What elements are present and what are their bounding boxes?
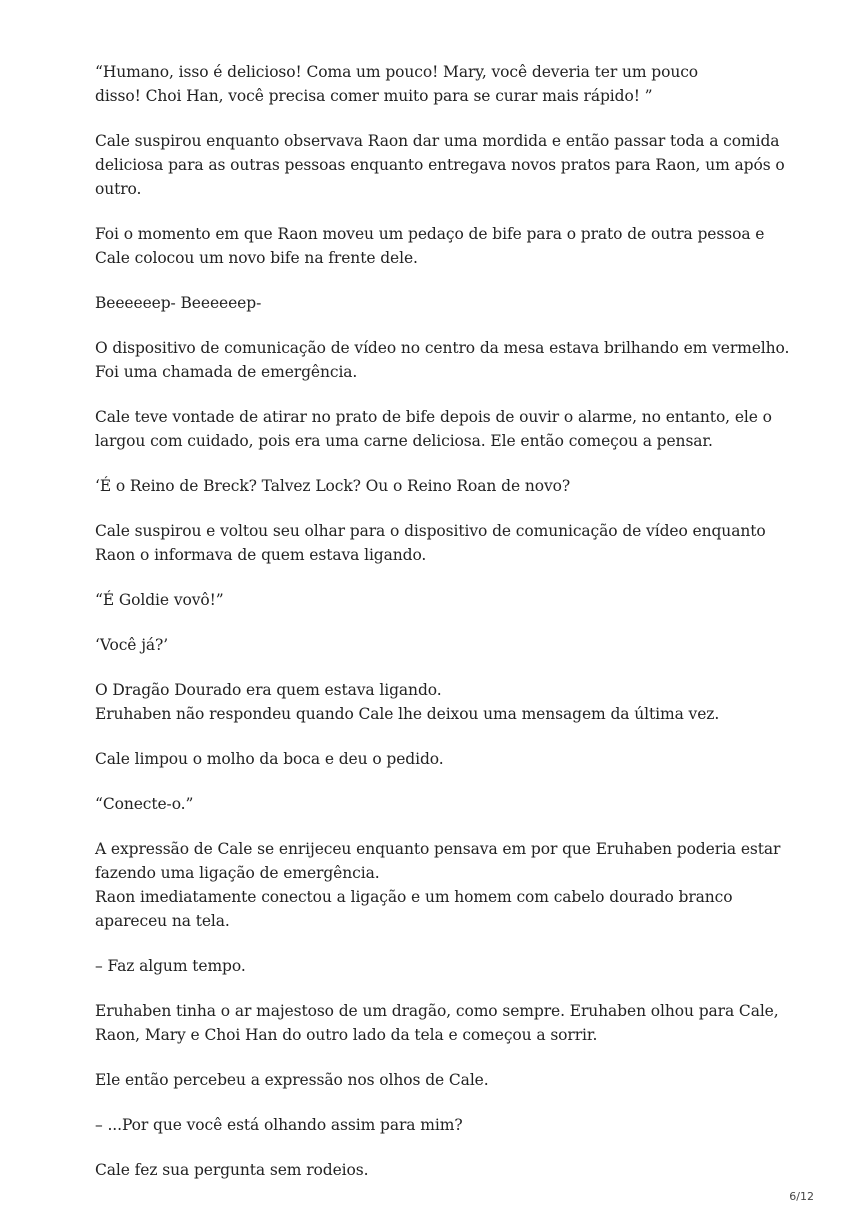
paragraph [95, 336, 795, 384]
paragraph [95, 1158, 795, 1182]
text-line: ‘Você já?’ [95, 636, 169, 654]
text-line: Cale suspirou enquanto observava Raon dar uma mordida e então passar toda a comida [95, 132, 780, 150]
text-line: Cale colocou um novo bife na frente dele. [95, 249, 418, 267]
text-line: – Faz algum tempo. [95, 957, 246, 975]
text-line: largou com cuidado, pois era uma carne deliciosa. Ele então começou a pensar. [95, 432, 713, 450]
text-line: “Conecte-o.” [95, 795, 194, 813]
text-line: Ele então percebeu a expressão nos olhos de Cale. [95, 1071, 489, 1089]
text-line: ‘É o Reino de Breck? Talvez Lock? Ou o Reino Roan de novo? [95, 477, 571, 495]
text-line: O Dragão Dourado era quem estava ligando. [95, 681, 442, 699]
text-line: – ...Por que você está olhando assim para mim? [95, 1116, 463, 1134]
paragraph [95, 837, 795, 933]
paragraph [95, 678, 795, 726]
text-line: “É Goldie vovô!” [95, 591, 224, 609]
text-line: apareceu na tela. [95, 912, 230, 930]
paragraph [95, 633, 795, 657]
paragraph [95, 405, 795, 453]
text-line: disso! Choi Han, você precisa comer muito para se curar mais rápido! ” [95, 87, 653, 105]
text-line: Cale teve vontade de atirar no prato de bife depois de ouvir o alarme, no entanto, ele o [95, 408, 772, 426]
text-line: A expressão de Cale se enrijeceu enquanto pensava em por que Eruhaben poderia estar [95, 840, 781, 858]
text-line: Eruhaben não respondeu quando Cale lhe deixou uma mensagem da última vez. [95, 705, 720, 723]
text-line: Raon imediatamente conectou a ligação e um homem com cabelo dourado branco [95, 888, 733, 906]
paragraph [95, 999, 795, 1047]
text-line: Cale limpou o molho da boca e deu o pedido. [95, 750, 444, 768]
text-line: Foi o momento em que Raon moveu um pedaço de bife para o prato de outra pessoa e [95, 225, 765, 243]
text-line: fazendo uma ligação de emergência. [95, 864, 380, 882]
paragraph [95, 747, 795, 771]
text-line: O dispositivo de comunicação de vídeo no centro da mesa estava brilhando em vermelho. [95, 339, 790, 357]
text-line: Eruhaben tinha o ar majestoso de um dragão, como sempre. Eruhaben olhou para Cale, [95, 1002, 779, 1020]
paragraph [95, 588, 795, 612]
text-line: “Humano, isso é delicioso! Coma um pouco! Mary, você deveria ter um pouco [95, 63, 699, 81]
paragraph [95, 222, 795, 270]
paragraph [95, 129, 795, 201]
paragraph [95, 1068, 795, 1092]
paragraph [95, 792, 795, 816]
text-line: Raon o informava de quem estava ligando. [95, 546, 427, 564]
paragraph [95, 1113, 795, 1137]
text-line: Foi uma chamada de emergência. [95, 363, 358, 381]
text-line: outro. [95, 180, 142, 198]
text-line: Raon, Mary e Choi Han do outro lado da tela e começou a sorrir. [95, 1026, 598, 1044]
text-line: Cale suspirou e voltou seu olhar para o dispositivo de comunicação de vídeo enquanto [95, 522, 766, 540]
text-line: Beeeeeep- Beeeeeep- [95, 294, 262, 312]
text-line: deliciosa para as outras pessoas enquanto entregava novos pratos para Raon, um após o [95, 156, 785, 174]
paragraph [95, 474, 795, 498]
paragraph [95, 519, 795, 567]
text-line: Cale fez sua pergunta sem rodeios. [95, 1161, 369, 1179]
page-body [95, 60, 795, 1203]
paragraph [95, 291, 795, 315]
paragraph [95, 60, 795, 108]
paragraph [95, 954, 795, 978]
page-number: 6/12 [789, 1190, 814, 1203]
